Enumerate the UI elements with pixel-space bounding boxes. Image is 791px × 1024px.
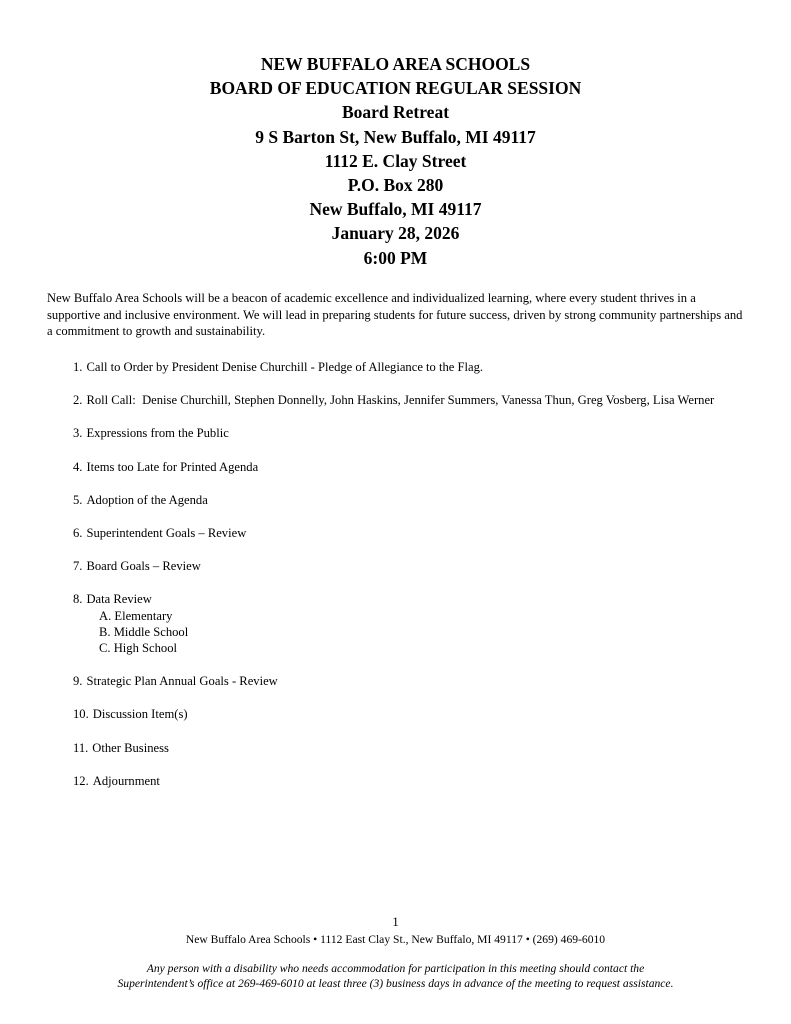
agenda-item-number: 7. (73, 559, 83, 574)
agenda-item-roll-call (73, 392, 747, 408)
agenda-item-text: Items too Late for Printed Agenda (86, 459, 259, 474)
agenda-item-text: Adjournment (92, 773, 160, 788)
page-number: 1 (392, 915, 399, 929)
agenda-item-text: Discussion Item(s) (92, 707, 188, 722)
agenda-item-text: Call to Order by President Denise Churchill - Pledge of Allegiance to the Flag. (86, 360, 484, 374)
document-header (0, 52, 791, 270)
agenda-item-text: Roll Call: Denise Churchill, Stephen Donnelly, John Haskins, Jennifer Summers, Vanessa Thun, Greg Vosberg, Lisa Werner (86, 393, 715, 408)
agenda-item-text: Data Review (86, 592, 152, 607)
agenda-subitem-elementary: A. Elementary (99, 608, 173, 623)
agenda-item-number: 4. (73, 459, 83, 474)
meeting-time: 6:00 PM (363, 247, 428, 268)
agenda-item-text: Expressions from the Public (86, 426, 229, 441)
agenda-item-adoption (73, 492, 753, 508)
agenda-item-strategic-plan (73, 673, 753, 689)
agenda-item-late-items (73, 459, 753, 475)
agenda-item-text: Strategic Plan Annual Goals - Review (86, 674, 278, 689)
agenda-item-number: 6. (73, 526, 83, 541)
mission-statement: New Buffalo Area Schools will be a beacon of academic excellence and individualized learning, where every student thrives in a supportive and inclusive environment. We will lead in preparing students for future success, driven by strong community partnerships and a commitment to growth and sustainability. (47, 291, 743, 339)
agenda-item-number: 11. (73, 740, 89, 755)
agenda-subitem-high-school: C. High School (99, 641, 178, 656)
agenda-item-text: Superintendent Goals – Review (86, 526, 247, 541)
po-box: P.O. Box 280 (347, 175, 444, 196)
agenda-item-number: 12. (73, 773, 89, 788)
agenda-subitem-middle-school: B. Middle School (99, 624, 189, 639)
meeting-type: Board Retreat (341, 102, 450, 123)
meeting-date: January 28, 2026 (331, 223, 460, 244)
agenda-item-public-expressions (73, 425, 753, 441)
agenda-item-number: 9. (73, 674, 83, 689)
footer-address: New Buffalo Area Schools • 1112 East Clay St., New Buffalo, MI 49117 • (269) 469-6010 (185, 933, 606, 946)
agenda-item-other-business (73, 740, 753, 756)
agenda-item-number: 10. (73, 707, 89, 722)
agenda-item-adjournment (73, 773, 753, 789)
agenda-item-number: 2. (73, 393, 83, 408)
street-address: 1112 E. Clay Street (324, 150, 467, 171)
meeting-location: 9 S Barton St, New Buffalo, MI 49117 (255, 126, 536, 147)
agenda-item-number: 8. (73, 592, 83, 607)
city-state-zip: New Buffalo, MI 49117 (309, 199, 482, 220)
agenda-item-superintendent-goals (73, 525, 753, 541)
accessibility-notice-line: Superintendent’s office at 269-469-6010 at least three (3) business days in advance of the meeting to request assistance. (117, 976, 674, 990)
agenda-item-number: 3. (73, 426, 83, 441)
accessibility-notice (0, 962, 791, 991)
agenda-item-number: 1. (73, 360, 83, 374)
agenda-item-number: 5. (73, 492, 83, 507)
district-name: NEW BUFFALO AREA SCHOOLS (260, 54, 531, 74)
agenda-item-text: Other Business (92, 740, 169, 755)
agenda-item-text: Board Goals – Review (86, 559, 201, 574)
agenda-item-discussion (73, 706, 753, 722)
agenda-item-data-review (73, 591, 753, 656)
agenda-item-text: Adoption of the Agenda (86, 492, 208, 507)
agenda-list (73, 359, 753, 789)
accessibility-notice-line: Any person with a disability who needs accommodation for participation in this meeting should contact the (146, 962, 645, 975)
agenda-item-board-goals (73, 558, 753, 574)
agenda-item-call-to-order (73, 359, 753, 375)
session-title: BOARD OF EDUCATION REGULAR SESSION (209, 78, 582, 99)
